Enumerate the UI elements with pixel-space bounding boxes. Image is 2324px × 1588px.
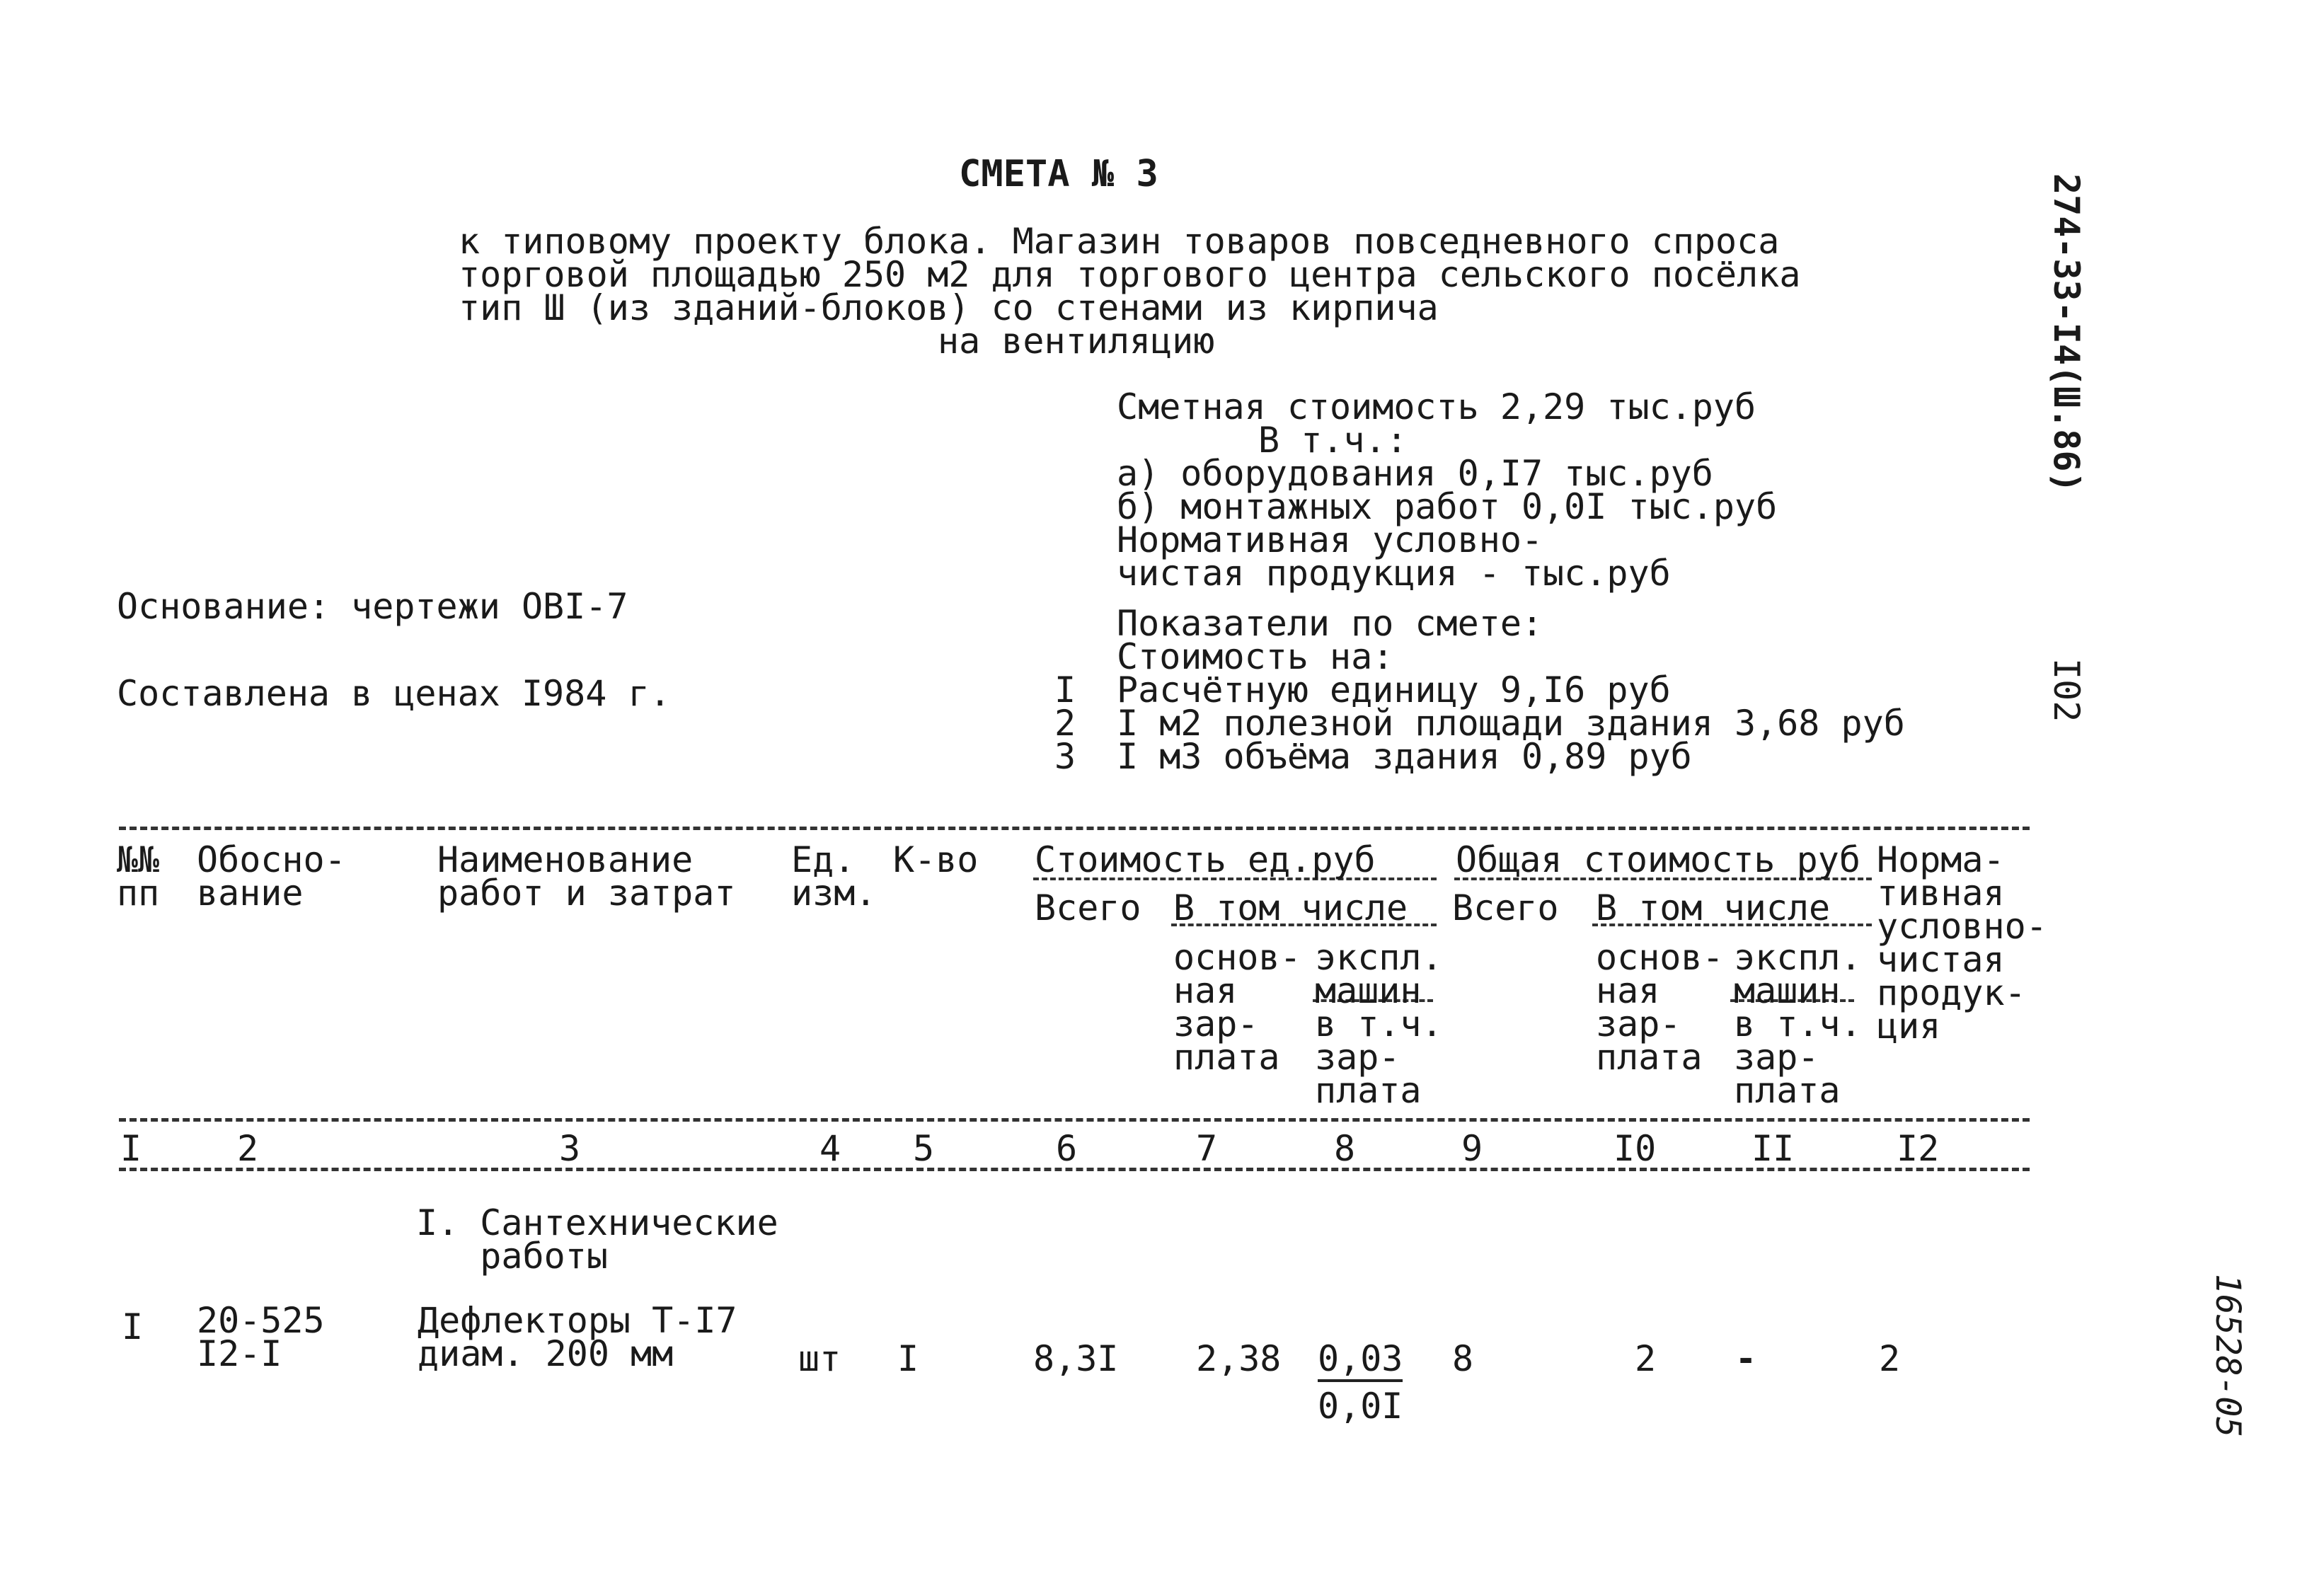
indicator-num-2: 2 <box>1054 703 1076 744</box>
header-unit-incl: В том числе <box>1173 887 1408 928</box>
col-number-11: II <box>1751 1128 1795 1169</box>
col-number-1: I <box>120 1128 142 1169</box>
row-unit-machines-wage: 0,0I <box>1318 1386 1403 1427</box>
col-number-4: 4 <box>819 1128 841 1169</box>
col-number-3: 3 <box>559 1128 581 1169</box>
table-top-rule <box>119 827 2030 830</box>
page-title: СМЕТА № 3 <box>959 153 1158 195</box>
indicator-num-1: I <box>1054 669 1076 710</box>
installation-cost: б) монтажных работ 0,0I тыс.руб <box>1117 486 1778 527</box>
col-number-12: I2 <box>1897 1128 1940 1169</box>
normative-line-1: Нормативная условно- <box>1117 519 1543 560</box>
subtitle-line-1: к типовому проекту блока. Магазин товаров повседневного спроса <box>459 221 1780 262</box>
equipment-cost: а) оборудования 0,I7 тыс.руб <box>1117 453 1713 494</box>
header-unit-total: Всего <box>1035 887 1141 928</box>
header-normative-product: Норма- тивная условно- чистая продук- ция <box>1877 839 2047 1047</box>
header-unit-machines-wage: в т.ч. зар- плата <box>1315 1003 1443 1111</box>
indicators-label: Показатели по смете: <box>1117 603 1543 644</box>
row-sum-wage: 2 <box>1635 1338 1657 1379</box>
project-code: 274-33-I4(Ш.86) <box>2046 173 2087 493</box>
header-name: Наименование работ и затрат <box>437 839 736 914</box>
row-unit-total: 8,3I <box>1033 1338 1119 1379</box>
inventory-number: 16528-05 <box>2208 1274 2248 1438</box>
row-basis: 20-525 I2-I <box>197 1300 325 1374</box>
header-unit-wage: основ- ная зар- плата <box>1173 937 1301 1078</box>
subtitle-line-2: торговой площадью 250 м2 для торгового центра сельского посёлка <box>459 254 1801 295</box>
header-sum-incl: В том числе <box>1596 887 1831 928</box>
header-row-number: №№ пп <box>117 839 160 914</box>
col-number-10: I0 <box>1613 1128 1657 1169</box>
header-total-cost: Общая стоимость руб <box>1456 839 1860 880</box>
header-unit-machines: экспл. машин <box>1315 937 1443 1011</box>
normative-line-2: чистая продукция - тыс.руб <box>1117 553 1671 594</box>
header-basis: Обосно- вание <box>197 839 346 914</box>
header-sum-machines: экспл. машин <box>1734 937 1862 1011</box>
header-quantity: К-во <box>893 839 979 880</box>
col-number-7: 7 <box>1196 1128 1218 1169</box>
row-quantity: I <box>897 1338 919 1379</box>
col-number-5: 5 <box>913 1128 935 1169</box>
row-name: Дефлекторы Т-I7 диам. 200 мм <box>418 1300 737 1374</box>
incl-label: В т.ч.: <box>1258 420 1408 461</box>
header-unit-cost: Стоимость ед.руб <box>1035 839 1376 880</box>
header-sum-wage: основ- ная зар- плата <box>1596 937 1724 1078</box>
row-normative-product: 2 <box>1879 1338 1901 1379</box>
page-number: I02 <box>2046 658 2087 723</box>
row-unit-wage: 2,38 <box>1196 1338 1282 1379</box>
header-sum-total: Всего <box>1452 887 1559 928</box>
row-sum-machines: - <box>1735 1338 1757 1379</box>
section-heading: I. Сантехнические работы <box>416 1202 778 1277</box>
estimate-cost: Сметная стоимость 2,29 тыс.руб <box>1117 386 1756 427</box>
indicator-text-2: I м2 полезной площади здания 3,68 руб <box>1117 703 1905 744</box>
subtitle-line-3: тип Ш (из зданий-блоков) со стенами из кирпича <box>459 287 1439 328</box>
prices-note: Составлена в ценах I984 г. <box>117 673 671 714</box>
basis-note: Основание: чертежи ОВI-7 <box>117 586 628 627</box>
indicator-text-3: I м3 объёма здания 0,89 руб <box>1117 736 1692 777</box>
col-number-8: 8 <box>1334 1128 1356 1169</box>
row-unit-machines: 0,03 <box>1318 1341 1403 1382</box>
row-number: I <box>122 1306 144 1347</box>
header-bottom-rule <box>119 1118 2030 1122</box>
col-number-9: 9 <box>1461 1128 1483 1169</box>
header-sum-machines-wage: в т.ч. зар- плата <box>1734 1003 1862 1111</box>
row-sum-total: 8 <box>1452 1338 1474 1379</box>
indicator-text-1: Расчётную единицу 9,I6 руб <box>1117 669 1671 710</box>
header-unit: Ед. изм. <box>791 839 877 914</box>
col-number-2: 2 <box>237 1128 259 1169</box>
indicator-num-3: 3 <box>1054 736 1076 777</box>
row-unit: шт <box>798 1338 841 1379</box>
cost-on-label: Стоимость на: <box>1117 636 1394 677</box>
col-number-6: 6 <box>1056 1128 1078 1169</box>
subtitle-line-4: на вентиляцию <box>938 321 1215 362</box>
